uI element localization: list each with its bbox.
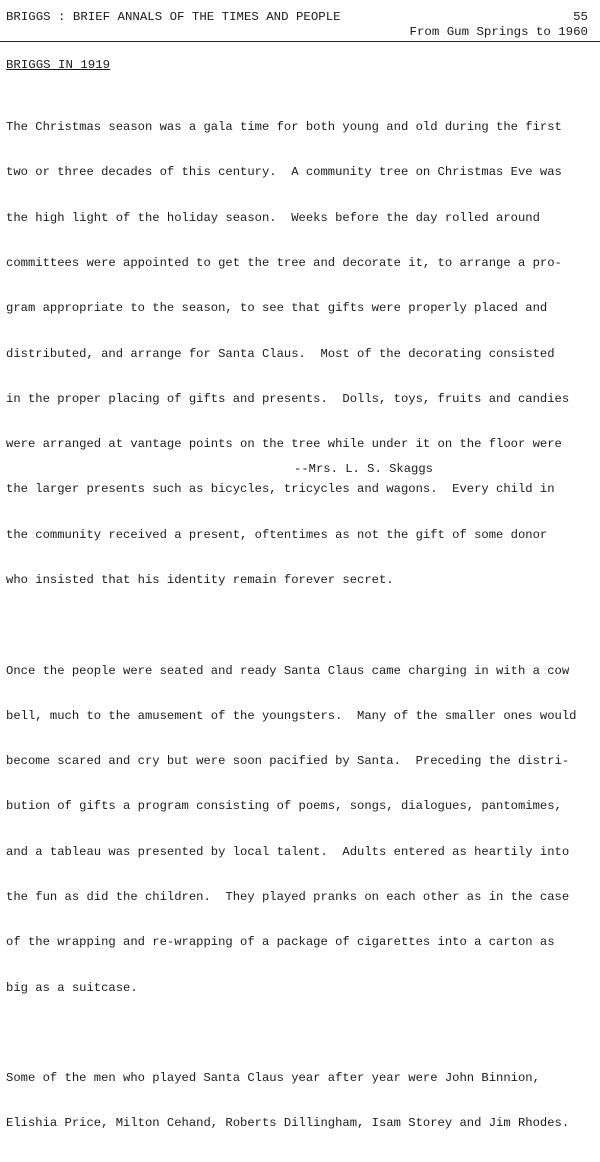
text-line: Once the people were seated and ready Santa Claus came charging in with a cow — [6, 663, 570, 678]
paragraph-2 — [6, 633, 596, 1025]
paragraph-1 — [6, 90, 596, 618]
text-line: and a tableau was presented by local talent. Adults entered as heartily into — [6, 844, 570, 859]
text-line: distributed, and arrange for Santa Claus. Most of the decorating consisted — [6, 346, 555, 361]
header-divider — [0, 41, 600, 42]
section-heading: BRIGGS IN 1919 — [6, 58, 111, 72]
text-line: who insisted that his identity remain forever secret. — [6, 573, 394, 587]
text-line: big as a suitcase. — [6, 980, 138, 995]
text-line: the larger presents such as bicycles, tricycles and wagons. Every child in — [6, 482, 555, 497]
text-line: bution of gifts a program consisting of poems, songs, dialogues, pantomimes, — [6, 799, 562, 814]
text-line: of the wrapping and re-wrapping of a package of cigarettes into a carton as — [6, 935, 555, 950]
header-subtitle: From Gum Springs to 1960 — [409, 25, 588, 39]
text-line: two or three decades of this century. A community tree on Christmas Eve was — [6, 165, 562, 180]
page-number: 55 — [573, 10, 588, 24]
text-line: the community received a present, oftentimes as not the gift of some donor — [6, 527, 548, 542]
text-line: bell, much to the amusement of the youngsters. Many of the smaller ones would — [6, 708, 577, 723]
header-title: BRIGGS : BRIEF ANNALS OF THE TIMES AND PEOPLE — [6, 10, 341, 24]
author-signature: --Mrs. L. S. Skaggs — [294, 462, 433, 476]
text-line: become scared and cry but were soon pacified by Santa. Preceding the distri- — [6, 754, 570, 769]
text-line: the fun as did the children. They played pranks on each other as in the case — [6, 889, 570, 904]
paragraph-3 — [6, 1041, 596, 1162]
article-body — [6, 90, 596, 1162]
text-line: gram appropriate to the season, to see that gifts were properly placed and — [6, 301, 548, 316]
document-page — [6, 10, 594, 1131]
text-line: the high light of the holiday season. Weeks before the day rolled around — [6, 210, 540, 225]
text-line: Some of the men who played Santa Claus year after year were John Binnion, — [6, 1071, 540, 1086]
text-line: committees were appointed to get the tree and decorate it, to arrange a pro- — [6, 256, 562, 271]
text-line: were arranged at vantage points on the tree while under it on the floor were — [6, 437, 562, 452]
text-line: Elishia Price, Milton Cehand, Roberts Dillingham, Isam Storey and Jim Rhodes. — [6, 1116, 570, 1131]
text-line: in the proper placing of gifts and presents. Dolls, toys, fruits and candies — [6, 391, 570, 406]
text-line: The Christmas season was a gala time for both young and old during the first — [6, 120, 562, 135]
running-header — [6, 10, 594, 25]
